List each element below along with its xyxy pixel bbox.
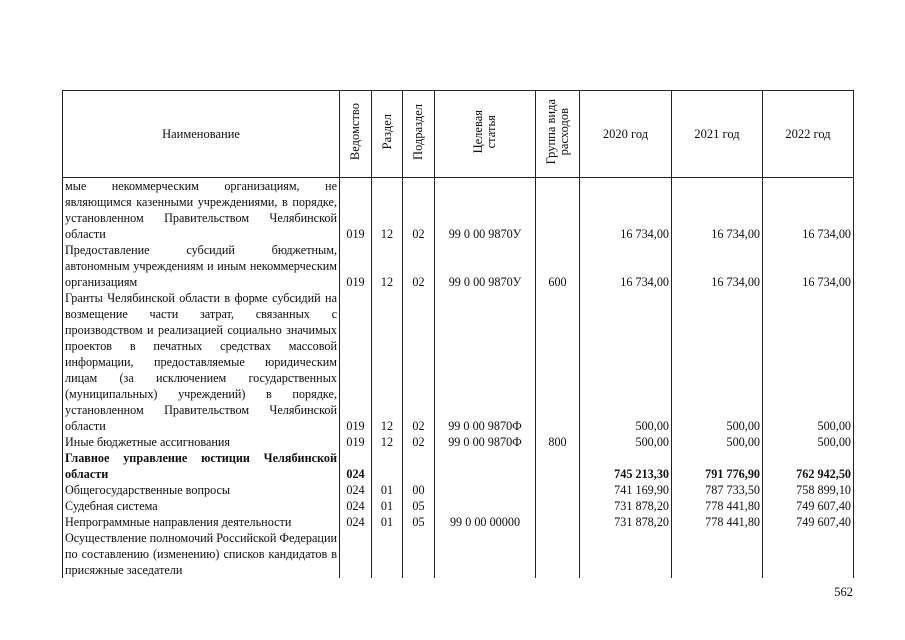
header-vedomstvo: Ведомство bbox=[340, 91, 372, 178]
row-name: Иные бюджетные ассигнования bbox=[63, 434, 340, 450]
row-vedomstvo: 019 bbox=[340, 434, 372, 450]
row-2020: 731 878,20 bbox=[580, 514, 672, 530]
row-vedomstvo bbox=[340, 530, 372, 578]
row-statya: 99 0 00 9870Ф bbox=[435, 290, 536, 434]
row-2021: 791 776,90 bbox=[672, 450, 763, 482]
row-gruppa: 600 bbox=[536, 242, 580, 290]
row-2021: 500,00 bbox=[672, 290, 763, 434]
row-statya bbox=[435, 498, 536, 514]
row-statya: 99 0 00 00000 bbox=[435, 514, 536, 530]
row-statya bbox=[435, 450, 536, 482]
row-vedomstvo: 019 bbox=[340, 290, 372, 434]
row-2021 bbox=[672, 530, 763, 578]
row-razdel bbox=[372, 450, 403, 482]
row-name: мые некоммерческим организациям, не являющимся казенными учреждениями, в порядке, установленном Правительством Челябинской области bbox=[63, 178, 340, 243]
row-gruppa bbox=[536, 482, 580, 498]
row-podrazdel bbox=[403, 450, 435, 482]
row-vedomstvo: 019 bbox=[340, 178, 372, 243]
row-vedomstvo: 019 bbox=[340, 242, 372, 290]
row-gruppa bbox=[536, 450, 580, 482]
row-2020: 731 878,20 bbox=[580, 498, 672, 514]
row-vedomstvo: 024 bbox=[340, 450, 372, 482]
row-gruppa bbox=[536, 498, 580, 514]
row-2022: 16 734,00 bbox=[763, 178, 854, 243]
row-gruppa bbox=[536, 290, 580, 434]
row-statya bbox=[435, 482, 536, 498]
header-2022: 2022 год bbox=[763, 91, 854, 178]
row-2020 bbox=[580, 530, 672, 578]
row-razdel: 01 bbox=[372, 514, 403, 530]
header-podrazdel: Подраздел bbox=[403, 91, 435, 178]
header-name: Наименование bbox=[63, 91, 340, 178]
row-razdel: 01 bbox=[372, 482, 403, 498]
row-2022: 758 899,10 bbox=[763, 482, 854, 498]
row-razdel: 12 bbox=[372, 178, 403, 243]
header-celevaya-statya: Целевая статья bbox=[435, 91, 536, 178]
row-podrazdel: 02 bbox=[403, 290, 435, 434]
row-2022: 749 607,40 bbox=[763, 514, 854, 530]
row-name: Общегосударственные вопросы bbox=[63, 482, 340, 498]
row-podrazdel bbox=[403, 530, 435, 578]
row-gruppa bbox=[536, 530, 580, 578]
row-2021: 778 441,80 bbox=[672, 514, 763, 530]
row-podrazdel: 05 bbox=[403, 514, 435, 530]
row-2021: 500,00 bbox=[672, 434, 763, 450]
table-row bbox=[63, 498, 854, 514]
row-name: Предоставление субсидий бюджетным, автономным учреждениям и иным некоммерческим организациям bbox=[63, 242, 340, 290]
table-row bbox=[63, 242, 854, 290]
table-row bbox=[63, 178, 854, 243]
row-name: Главное управление юстиции Челябинской области bbox=[63, 450, 340, 482]
row-2022: 749 607,40 bbox=[763, 498, 854, 514]
row-vedomstvo: 024 bbox=[340, 498, 372, 514]
header-gruppa-vida-rashodov: Группа вида расходов bbox=[536, 91, 580, 178]
row-gruppa: 800 bbox=[536, 434, 580, 450]
row-podrazdel: 02 bbox=[403, 178, 435, 243]
row-razdel bbox=[372, 530, 403, 578]
row-2022: 500,00 bbox=[763, 290, 854, 434]
row-name: Осуществление полномочий Российской Федерации по составлению (изменению) списков кандидатов в присяжные заседатели bbox=[63, 530, 340, 578]
row-2020: 16 734,00 bbox=[580, 242, 672, 290]
table-row bbox=[63, 290, 854, 434]
budget-table bbox=[62, 90, 854, 578]
row-razdel: 12 bbox=[372, 290, 403, 434]
table-row bbox=[63, 434, 854, 450]
page-number: 562 bbox=[834, 585, 853, 599]
table-row bbox=[63, 482, 854, 498]
table-row bbox=[63, 514, 854, 530]
row-razdel: 12 bbox=[372, 434, 403, 450]
row-statya bbox=[435, 530, 536, 578]
row-2020: 741 169,90 bbox=[580, 482, 672, 498]
row-name: Гранты Челябинской области в форме субсидий на возмещение части затрат, связанных с производством и реализацией социально значимых проектов в печатных средствах массовой информации, предоставляемые юридическим лицам (за исключением государственных (муниципальных) учреждений) в порядке, установленном Правительством Челябинской области bbox=[63, 290, 340, 434]
row-statya: 99 0 00 9870Ф bbox=[435, 434, 536, 450]
row-statya: 99 0 00 9870У bbox=[435, 178, 536, 243]
row-name: Непрограммные направления деятельности bbox=[63, 514, 340, 530]
row-vedomstvo: 024 bbox=[340, 514, 372, 530]
row-podrazdel: 02 bbox=[403, 434, 435, 450]
row-gruppa bbox=[536, 514, 580, 530]
row-2020: 500,00 bbox=[580, 434, 672, 450]
row-razdel: 01 bbox=[372, 498, 403, 514]
row-2022 bbox=[763, 530, 854, 578]
row-2022: 762 942,50 bbox=[763, 450, 854, 482]
row-gruppa bbox=[536, 178, 580, 243]
row-2020: 745 213,30 bbox=[580, 450, 672, 482]
row-name: Судебная система bbox=[63, 498, 340, 514]
table-header-row bbox=[63, 91, 854, 178]
row-2020: 16 734,00 bbox=[580, 178, 672, 243]
header-2021: 2021 год bbox=[672, 91, 763, 178]
header-razdel: Раздел bbox=[372, 91, 403, 178]
row-2022: 500,00 bbox=[763, 434, 854, 450]
row-podrazdel: 02 bbox=[403, 242, 435, 290]
row-podrazdel: 05 bbox=[403, 498, 435, 514]
row-2021: 787 733,50 bbox=[672, 482, 763, 498]
table-row bbox=[63, 530, 854, 578]
header-2020: 2020 год bbox=[580, 91, 672, 178]
row-statya: 99 0 00 9870У bbox=[435, 242, 536, 290]
row-2021: 16 734,00 bbox=[672, 242, 763, 290]
row-2021: 778 441,80 bbox=[672, 498, 763, 514]
row-razdel: 12 bbox=[372, 242, 403, 290]
table-row bbox=[63, 450, 854, 482]
row-2021: 16 734,00 bbox=[672, 178, 763, 243]
row-podrazdel: 00 bbox=[403, 482, 435, 498]
row-2020: 500,00 bbox=[580, 290, 672, 434]
row-2022: 16 734,00 bbox=[763, 242, 854, 290]
row-vedomstvo: 024 bbox=[340, 482, 372, 498]
